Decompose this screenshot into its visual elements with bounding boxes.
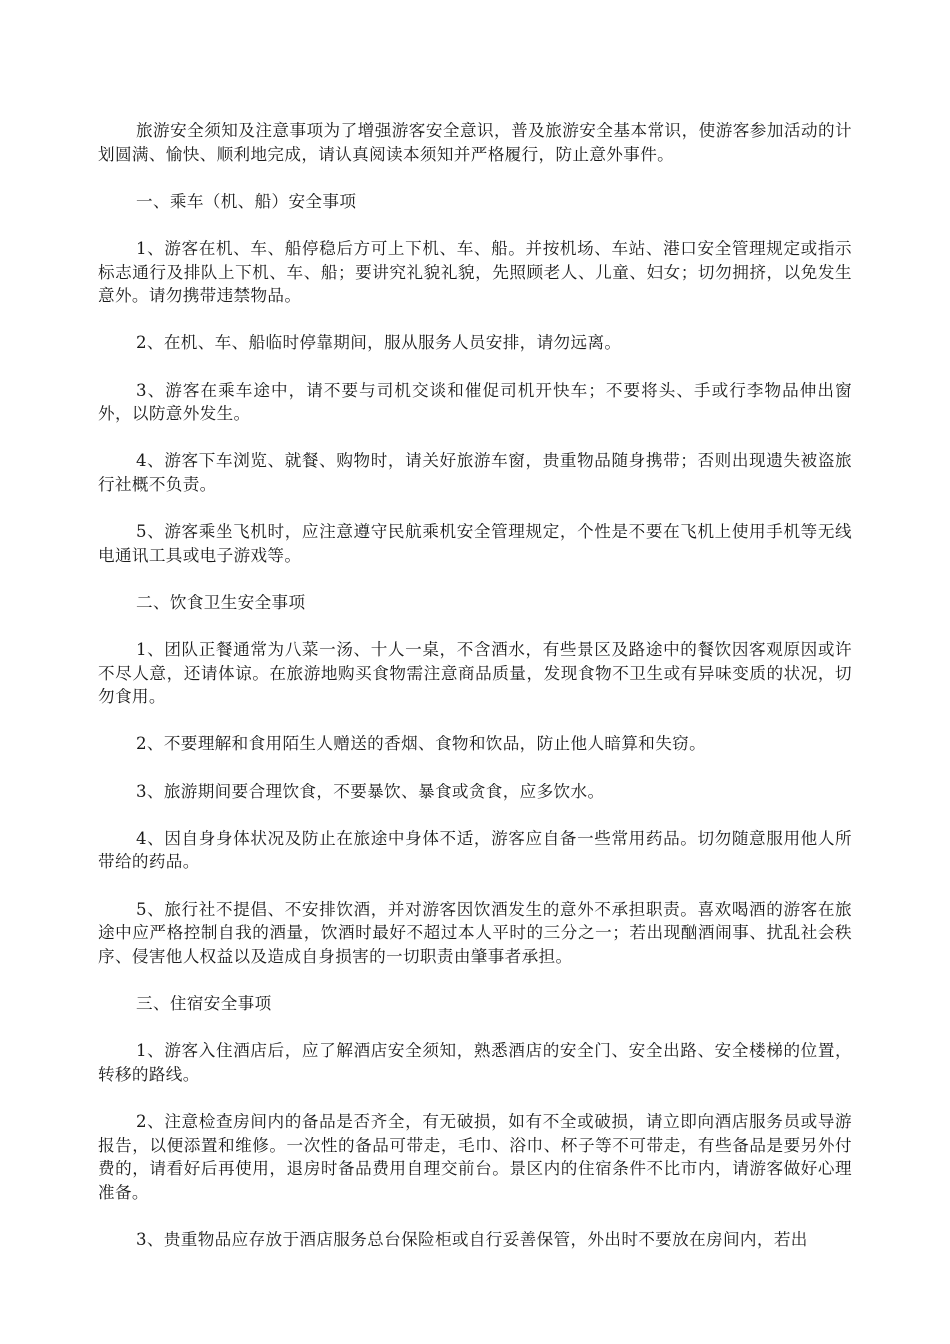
food-item-4: 4、因自身身体状况及防止在旅途中身体不适，游客应自备一些常用药品。切勿随意服用他人所带给的药品。: [98, 828, 852, 872]
transport-item-3: 3、游客在乘车途中，请不要与司机交谈和催促司机开快车；不要将头、手或行李物品伸出窗外，以防意外发生。: [98, 380, 852, 424]
food-item-1: 1、团队正餐通常为八菜一汤、十人一桌，不含酒水，有些景区及路途中的餐饮因客观原因或许不尽人意，还请体谅。在旅游地购买食物需注意商品质量，发现食物不卫生或有异味变质的状况，切勿食用。: [98, 640, 852, 707]
section-heading-lodging: 三、住宿安全事项: [136, 993, 272, 1013]
lodging-item-3: 3、贵重物品应存放于酒店服务总台保险柜或自行妥善保管，外出时不要放在房间内，若出: [136, 1229, 808, 1249]
lodging-item-2: 2、注意检查房间内的备品是否齐全，有无破损，如有不全或破损，请立即向酒店服务员或导游报告，以便添置和维修。一次性的备品可带走，毛巾、浴巾、杯子等不可带走，有些备品是要另外付费的，请看好后再使用，退房时备品费用自理交前台。景区内的住宿条件不比市内，请游客做好心理准备。: [98, 1111, 852, 1202]
transport-item-4: 4、游客下车浏览、就餐、购物时，请关好旅游车窗，贵重物品随身携带；否则出现遗失被盗旅行社概不负责。: [98, 451, 852, 494]
lodging-item-1: 1、游客入住酒店后，应了解酒店安全须知，熟悉酒店的安全门、安全出路、安全楼梯的位置，转移的路线。: [98, 1041, 852, 1084]
food-item-3: 3、旅游期间要合理饮食，不要暴饮、暴食或贪食，应多饮水。: [136, 781, 605, 801]
transport-item-5: 5、游客乘坐飞机时，应注意遵守民航乘机安全管理规定，个性是不要在飞机上使用手机等无线电通讯工具或电子游戏等。: [98, 522, 852, 565]
section-heading-transport: 一、乘车（机、船）安全事项: [136, 191, 357, 211]
intro-paragraph: 旅游安全须知及注意事项为了增强游客安全意识，普及旅游安全基本常识，使游客参加活动的计划圆满、愉快、顺利地完成，请认真阅读本须知并严格履行，防止意外事件。: [98, 121, 852, 164]
transport-item-1: 1、游客在机、车、船停稳后方可上下机、车、船。并按机场、车站、港口安全管理规定或指示标志通行及排队上下机、车、船；要讲究礼貌礼貌，先照顾老人、儿童、妇女；切勿拥挤，以免发生意外。请勿携带违禁物品。: [98, 238, 852, 306]
transport-item-2: 2、在机、车、船临时停靠期间，服从服务人员安排，请勿远离。: [136, 333, 622, 353]
food-item-5: 5、旅行社不提倡、不安排饮酒，并对游客因饮酒发生的意外不承担职责。喜欢喝酒的游客在旅途中应严格控制自我的酒量，饮酒时最好不超过本人平时的三分之一；若出现酗酒闹事、扰乱社会秩序、侵害他人权益以及造成自身损害的一切职责由肇事者承担。: [98, 899, 852, 966]
food-item-2: 2、不要理解和食用陌生人赠送的香烟、食物和饮品，防止他人暗算和失窃。: [136, 734, 707, 754]
section-heading-food: 二、饮食卫生安全事项: [136, 592, 306, 612]
